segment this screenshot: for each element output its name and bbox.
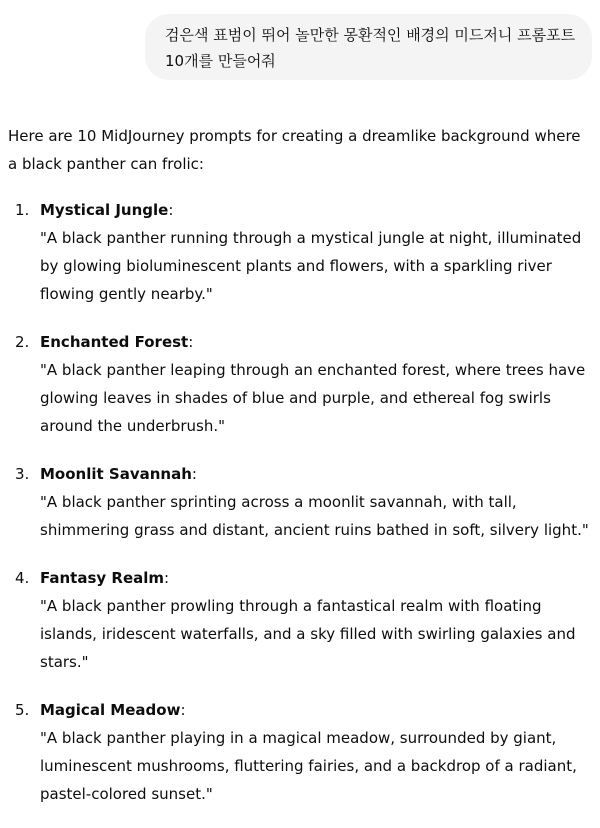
- prompt-text: "A black panther leaping through an enchanted forest, where trees have glowing leaves in shades of blue and purple, and ethereal fog swirls around the underbrush.": [40, 361, 586, 435]
- prompt-title: Moonlit Savannah: [40, 465, 192, 483]
- list-item-number: 4.: [15, 569, 30, 587]
- user-message-text: 검은색 표범이 뛰어 놀만한 몽환적인 배경의 미드저니 프롬포트 10개를 만들어줘: [165, 26, 576, 70]
- list-item-number: 5.: [15, 701, 30, 719]
- list-item-number: 2.: [15, 333, 30, 351]
- prompt-title: Mystical Jungle: [40, 201, 169, 219]
- prompt-heading: [40, 564, 600, 592]
- prompt-title: Magical Meadow: [40, 701, 181, 719]
- prompt-list: [0, 196, 600, 828]
- prompt-heading: [40, 696, 600, 724]
- prompt-title-colon: :: [168, 201, 174, 219]
- prompt-title-colon: :: [164, 569, 170, 587]
- list-item-number: 3.: [15, 465, 30, 483]
- prompt-text: "A black panther running through a mystical jungle at night, illuminated by glowing bioluminescent plants and flowers, with a sparkling river flowing gently nearby.": [40, 229, 582, 303]
- assistant-intro-text: Here are 10 MidJourney prompts for creating a dreamlike background where a black panther can frolic:: [8, 127, 581, 173]
- prompt-text: "A black panther playing in a magical meadow, surrounded by giant, luminescent mushrooms, fluttering fairies, and a backdrop of a radiant, pastel-colored sunset.": [40, 729, 577, 803]
- prompt-text: "A black panther prowling through a fantastical realm with floating islands, iridescent waterfalls, and a sky filled with swirling galaxies and stars.": [40, 597, 576, 671]
- list-item: [0, 196, 600, 308]
- list-item: [0, 460, 600, 544]
- list-item: [0, 696, 600, 808]
- list-item: [0, 328, 600, 440]
- user-message-bubble: [145, 14, 592, 80]
- list-item: [0, 564, 600, 676]
- prompt-title-colon: :: [191, 465, 197, 483]
- prompt-text: "A black panther sprinting across a moonlit savannah, with tall, shimmering grass and distant, ancient ruins bathed in soft, silvery light.": [40, 493, 589, 539]
- prompt-title: Fantasy Realm: [40, 569, 165, 587]
- prompt-title-colon: :: [188, 333, 194, 351]
- prompt-heading: [40, 460, 600, 488]
- prompt-heading: [40, 328, 600, 356]
- prompt-title: Enchanted Forest: [40, 333, 189, 351]
- list-item-number: 1.: [15, 201, 30, 219]
- prompt-title-colon: :: [180, 701, 186, 719]
- prompt-heading: [40, 196, 600, 224]
